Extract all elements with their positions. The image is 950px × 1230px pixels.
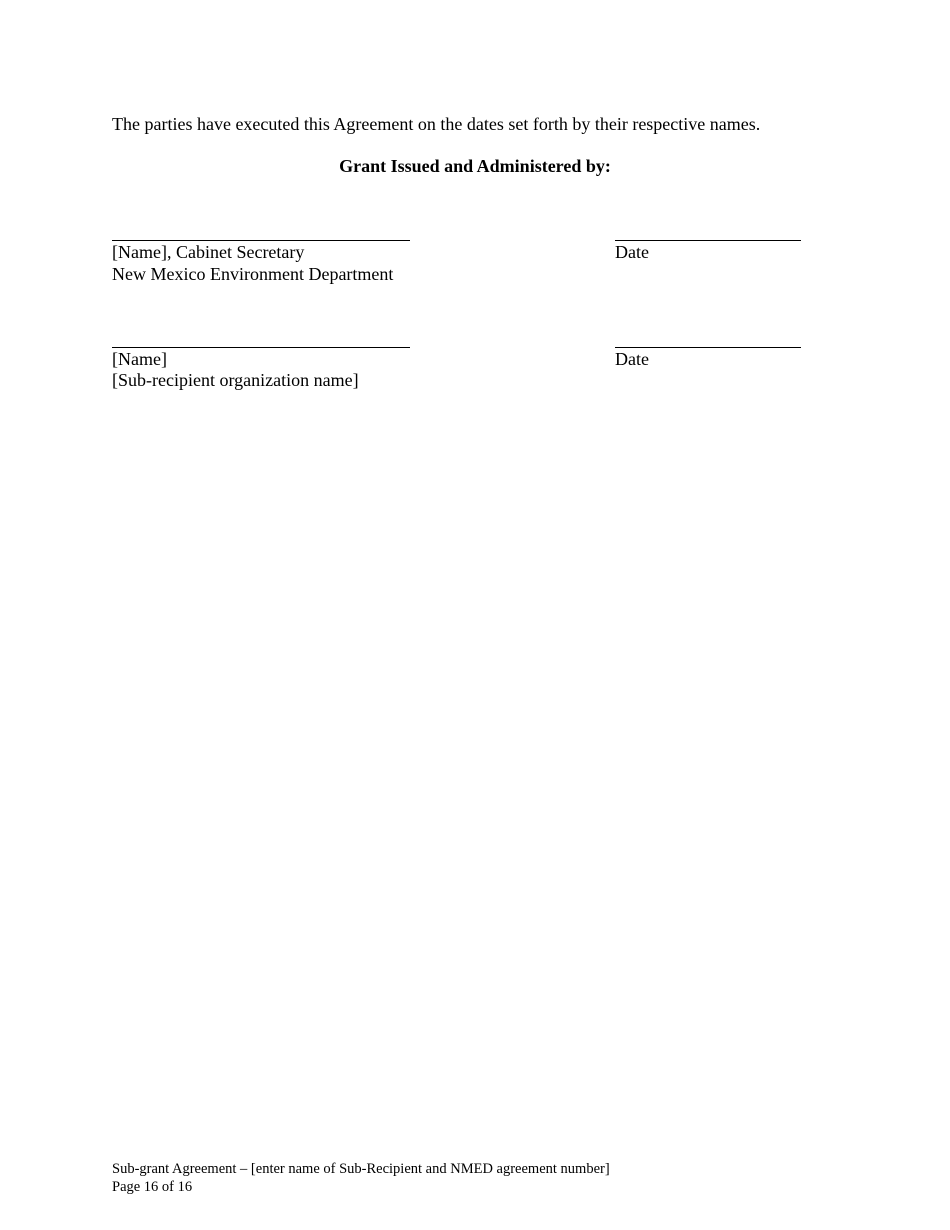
signer-org-secretary: New Mexico Environment Department <box>112 264 394 284</box>
signer-org-subrecipient: [Sub-recipient organization name] <box>112 370 359 390</box>
section-heading: Grant Issued and Administered by: <box>339 156 611 176</box>
date-label-secretary: Date <box>615 242 649 262</box>
intro-paragraph: The parties have executed this Agreement on the dates set forth by their respective names. <box>112 114 761 134</box>
signer-name-subrecipient: [Name] <box>112 349 167 369</box>
signer-name-secretary: [Name], Cabinet Secretary <box>112 242 305 262</box>
footer-page-number: Page 16 of 16 <box>112 1179 193 1195</box>
date-label-subrecipient: Date <box>615 349 649 369</box>
footer-agreement-line: Sub-grant Agreement – [enter name of Sub-Recipient and NMED agreement number] <box>112 1161 610 1177</box>
